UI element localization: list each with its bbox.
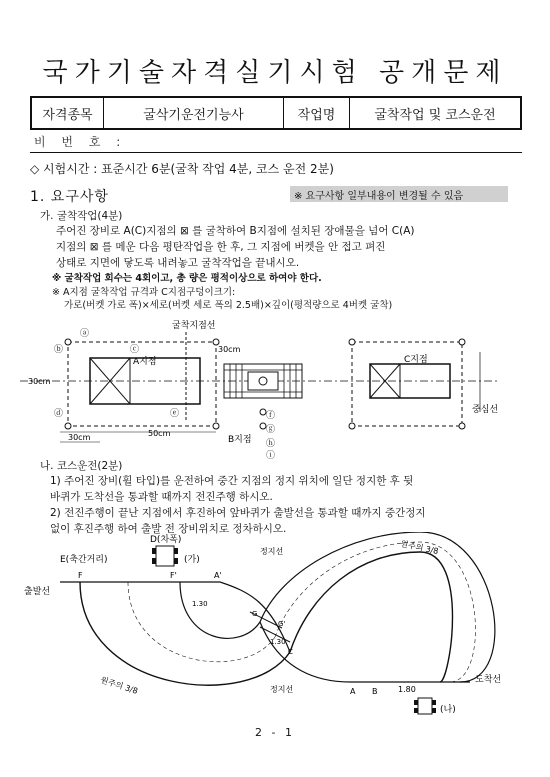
label-e: E(축간거리) [60,555,108,565]
label-center-line: 중심선 [472,405,499,415]
section-a-line-3: 상태로 지면에 닿도록 내려놓고 굴착작업을 끝내시오. [56,257,300,269]
excavation-diagram [20,312,520,462]
course-diagram [20,532,520,722]
mark-g: ⓖ [266,425,276,435]
section-a-line-2: 지점의 ⊠ 를 메운 다음 평탄작업을 한 후, 그 지점에 버켓을 안 접고 펴진 [56,241,386,253]
task-value: 굴착작업 및 코스운전 [374,107,496,123]
mark-h: ⓗ [266,439,276,449]
section-b-item-1b: 바퀴가 도착선을 통과할 때까지 전진주행 하시오. [50,491,273,503]
section-b-item-1: 1) 주어진 장비(휠 타입)를 운전하여 중간 지점의 정지 위치에 일단 정지한 후 뒷 [50,475,414,487]
note-1: ※ 굴착작업 회수는 4회이고, 총 량은 평적이상으로 하여야 한다. [52,273,322,284]
exam-number-label: 비 번 호 : [34,135,127,149]
section-a-heading: 가. 굴착작업(4분) [40,210,123,222]
pt-c: C [288,648,293,656]
section-a-line-1: 주어진 장비로 A(C)지점의 ⊠ 를 굴착하여 B지점에 설치된 장애물을 넘어 C(A) [56,225,415,237]
task-label: 작업명 [284,98,350,128]
label-d: D(차폭) [150,535,182,545]
label-arc-bottom: 원주의 3/8 [99,675,139,696]
pt-f: F [78,571,83,580]
pt-g-prime: G' [278,620,286,628]
mark-f: ⓕ [266,411,276,421]
label-start-line: 출발선 [24,587,51,597]
dim-mid: 1.30 [270,638,286,646]
mark-c: ⓒ [130,345,140,355]
label-c-point: C지점 [404,355,428,365]
dim-30cm-3: 30cm [218,345,241,354]
mark-a: ⓐ [80,329,90,339]
dig-line-label: 굴착지점선 [172,321,216,331]
header-table [30,96,522,130]
dim-50cm: 50cm [148,429,171,438]
section-b-item-2: 2) 전진주행이 끝난 지점에서 후진하여 앞바퀴가 출발선을 통과할 때까지 중간정지 [50,507,426,519]
note-2: ※ A지점 굴착작업 규격과 C지점구덩이크기: [52,287,236,298]
mark-b: ⓑ [54,345,64,355]
label-a-point: A지점 [133,357,157,367]
section1-heading: 1. 요구사항 [30,189,109,205]
mark-d: ⓓ [54,409,64,419]
category-label: 자격종목 [32,98,104,128]
note-3: 가로(버켓 가로 폭)×세로(버켓 세로 폭의 2.5배)×깊이(평적량으로 4버켓 굴착) [64,300,393,311]
category-value: 굴삭기운전기능사 [104,98,284,128]
time-line: ◇ 시험시간 : 표준시간 6분(굴착 작업 4분, 코스 운전 2분) [30,162,334,176]
label-na: (나) [440,705,456,715]
mark-i: ⓘ [266,451,276,461]
dim-30cm-1: 30cm [28,377,51,386]
notice-badge: ※ 요구사항 일부내용이 변경될 수 있음 [290,186,508,202]
section-b-item-2b: 없이 후진주행 하여 출발 전 장비위치로 정차하시오. [50,523,287,535]
pt-a-prime: A' [214,571,222,580]
page-number: 2 - 1 [255,726,295,739]
label-ga: (가) [184,555,200,565]
label-b-point: B지점 [228,435,252,445]
pt-a: A [350,687,356,696]
divider [30,152,522,153]
dim-180: 1.80 [398,685,416,694]
page-title: 국가기술자격실기시험 공개문제 [42,58,508,88]
pt-f-prime: F' [170,571,177,580]
label-arc-top: 원주의 3/8 [399,539,440,556]
dim-130: 1.30 [192,600,208,608]
section-b-heading: 나. 코스운전(2분) [40,460,123,472]
label-stop-bottom: 정지선 [270,685,294,694]
pt-b: B [372,687,378,696]
label-finish-line: 도착선 [475,675,502,685]
label-stop-top: 정지선 [260,547,284,556]
mark-e: ⓔ [170,409,180,419]
dim-30cm-2: 30cm [68,433,91,442]
pt-g: G [252,610,258,618]
